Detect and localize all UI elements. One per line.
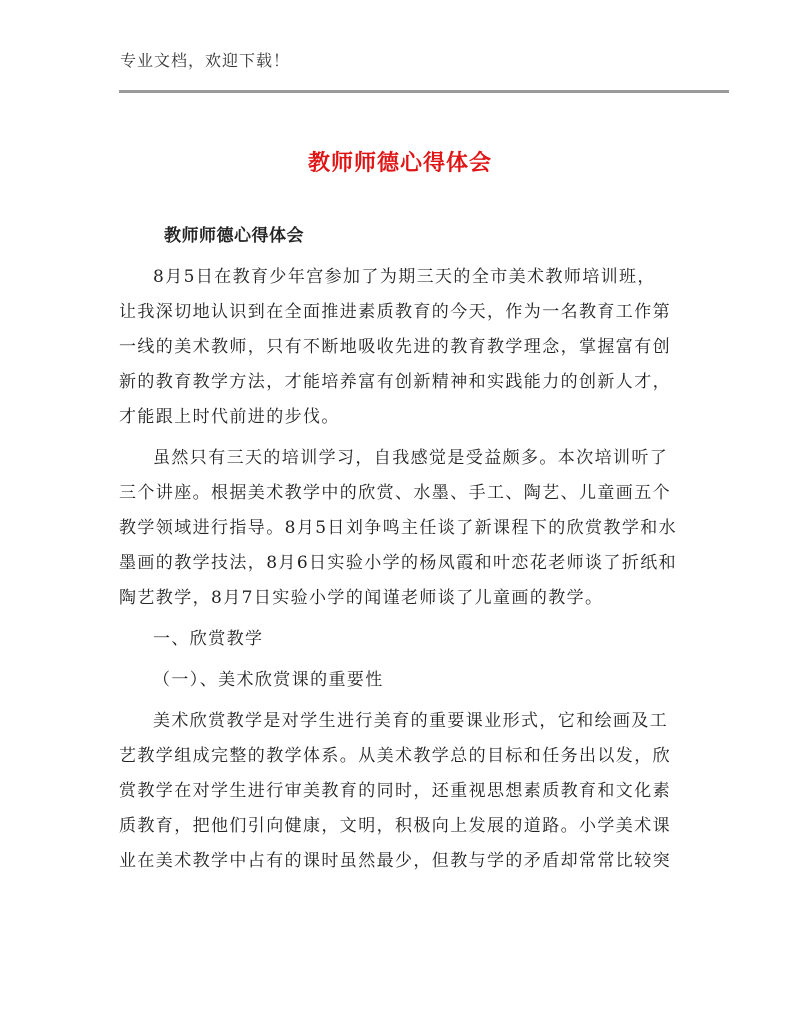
paragraph-line: 墨画的教学技法，8月6日实验小学的杨凤霞和叶恋花老师谈了折纸和 [119,553,678,573]
document-title: 教师师德心得体会 [307,151,492,176]
header-note: 专业文档，欢迎下载！ [120,51,291,70]
document-body [119,219,679,885]
paragraph-line: 质教育，把他们引向健康，文明，积极向上发展的道路。小学美术课 [119,816,671,836]
header-divider [119,90,729,93]
paragraph-2 [119,441,679,616]
paragraph-line: 8月5日在教育少年宫参加了为期三天的全市美术教师培训班， [153,267,656,287]
paragraph-line: 才能跟上时代前进的步伐。 [119,407,340,427]
paragraph-line: 艺教学组成完整的教学体系。从美术教学总的目标和任务出以发，欣 [119,746,671,766]
paragraph-line: 一线的美术教师，只有不断地吸收先进的教育教学理念，掌握富有创 [119,337,671,357]
subsection-heading: （一）、美术欣赏课的重要性 [153,670,384,690]
sub-heading: 教师师德心得体会 [164,226,304,246]
paragraph-line: 业在美术教学中占有的课时虽然最少，但教与学的矛盾却常常比较突 [119,851,671,871]
paragraph-3 [119,704,679,879]
paragraph-line: 教学领域进行指导。8月5日刘争鸣主任谈了新课程下的欣赏教学和水 [119,518,678,538]
section-heading: 一、欣赏教学 [153,629,264,649]
paragraph-line: 新的教育教学方法，才能培养富有创新精神和实践能力的创新人才， [119,372,671,392]
paragraph-line: 美术欣赏教学是对学生进行美育的重要课业形式，它和绘画及工 [153,711,669,731]
paragraph-line: 让我深切地认识到在全面推进素质教育的今天，作为一名教育工作第 [119,302,671,322]
paragraph-line: 赏教学在对学生进行审美教育的同时，还重视思想素质教育和文化素 [119,781,671,801]
paragraph-line: 三个讲座。根据美术教学中的欣赏、水墨、手工、陶艺、儿童画五个 [119,483,671,503]
paragraph-line: 陶艺教学，8月7日实验小学的闻谨老师谈了儿童画的教学。 [119,588,604,608]
paragraph-1 [119,260,679,435]
paragraph-line: 虽然只有三天的培训学习，自我感觉是受益颇多。本次培训听了 [153,448,669,468]
